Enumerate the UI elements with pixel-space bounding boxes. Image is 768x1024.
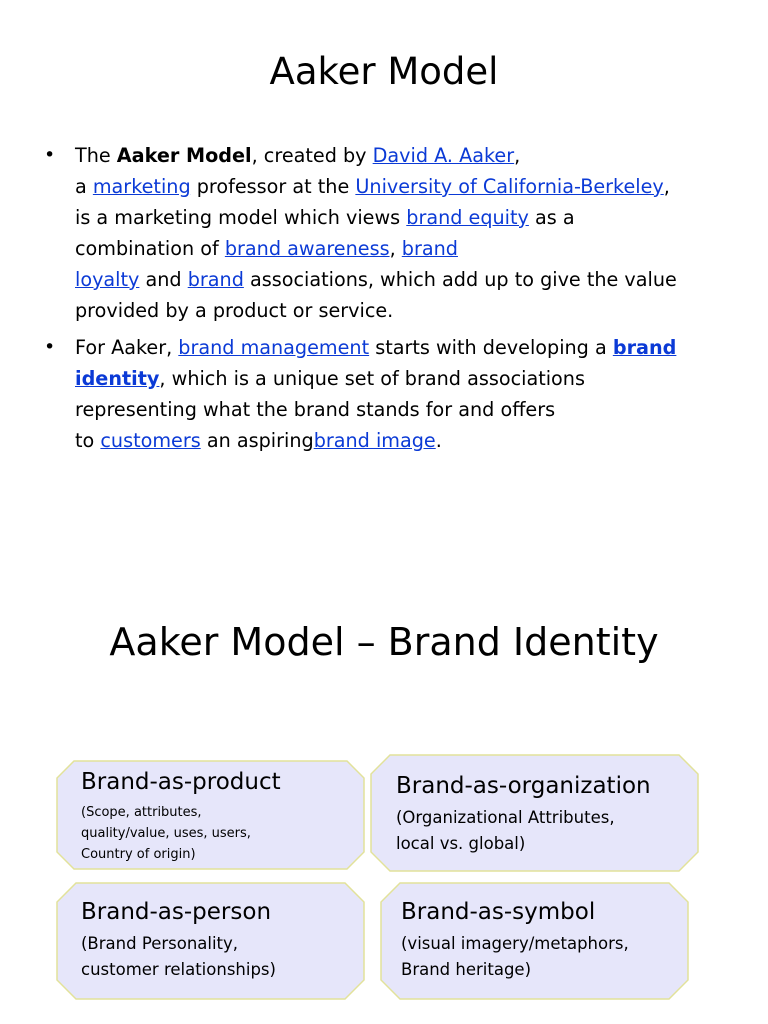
- box-detail-line: local vs. global): [396, 834, 526, 853]
- bullet-2-line-3: representing what the brand stands for and offers: [75, 398, 556, 421]
- text: and: [139, 268, 188, 291]
- box-heading: Brand-as-organization: [396, 773, 651, 799]
- link-customers[interactable]: customers: [100, 429, 201, 452]
- link-brand-equity[interactable]: brand equity: [406, 206, 529, 229]
- bullet-dot-icon: •: [44, 336, 56, 358]
- box-detail-line: (Scope, attributes,: [81, 805, 202, 820]
- bold-term: Aaker Model: [116, 144, 252, 167]
- box-brand-as-symbol: [380, 882, 689, 1000]
- text: .: [435, 429, 442, 452]
- box-heading: Brand-as-symbol: [401, 899, 596, 925]
- link-brand-loyalty-part2[interactable]: loyalty: [75, 268, 140, 291]
- slide-2-title: Aaker Model – Brand Identity: [109, 620, 659, 664]
- link-brand-management[interactable]: brand management: [178, 336, 370, 359]
- text: an aspiring: [200, 429, 314, 452]
- box-brand-as-organization: [370, 754, 699, 872]
- box-detail-line: (visual imagery/metaphors,: [401, 934, 629, 953]
- text: combination of: [75, 237, 225, 260]
- text: ,: [514, 144, 521, 167]
- text: The: [75, 144, 117, 167]
- text: professor at the: [190, 175, 356, 198]
- text: a: [75, 175, 93, 198]
- text: , created by: [251, 144, 373, 167]
- box-heading: Brand-as-product: [81, 769, 281, 795]
- box-brand-as-person: [56, 882, 365, 1000]
- link-brand-identity-part1[interactable]: brand: [612, 336, 677, 359]
- link-david-aaker[interactable]: David A. Aaker: [372, 144, 515, 167]
- link-brand[interactable]: brand: [187, 268, 244, 291]
- text: ,: [389, 237, 402, 260]
- box-detail-line: (Organizational Attributes,: [396, 808, 615, 827]
- text: associations, which add up to give the value: [243, 268, 677, 291]
- text: For Aaker,: [75, 336, 179, 359]
- box-detail-line: (Brand Personality,: [81, 934, 239, 953]
- box-detail-line: quality/value, uses, users,: [81, 826, 251, 841]
- box-detail-line: customer relationships): [81, 960, 276, 979]
- link-uc-berkeley[interactable]: University of California-Berkeley: [355, 175, 664, 198]
- box-heading: Brand-as-person: [81, 899, 272, 925]
- link-marketing[interactable]: marketing: [92, 175, 191, 198]
- text: ,: [663, 175, 670, 198]
- box-detail-line: Brand heritage): [401, 960, 532, 979]
- link-brand-image[interactable]: brand image: [313, 429, 436, 452]
- text: , which is a unique set of brand associations: [159, 367, 585, 390]
- text: starts with developing a: [369, 336, 613, 359]
- bullet-1-line-6: provided by a product or service.: [75, 299, 394, 322]
- box-detail-line: Country of origin): [81, 847, 196, 862]
- text: as a: [528, 206, 575, 229]
- text: to: [75, 429, 101, 452]
- slide-1-title: Aaker Model: [269, 50, 499, 93]
- link-brand-loyalty-part1[interactable]: brand: [401, 237, 458, 260]
- link-brand-awareness[interactable]: brand awareness: [224, 237, 390, 260]
- bullet-dot-icon: •: [44, 144, 56, 166]
- text: is a marketing model which views: [75, 206, 407, 229]
- box-brand-as-product: [56, 760, 365, 870]
- link-brand-identity-part2[interactable]: identity: [75, 367, 160, 390]
